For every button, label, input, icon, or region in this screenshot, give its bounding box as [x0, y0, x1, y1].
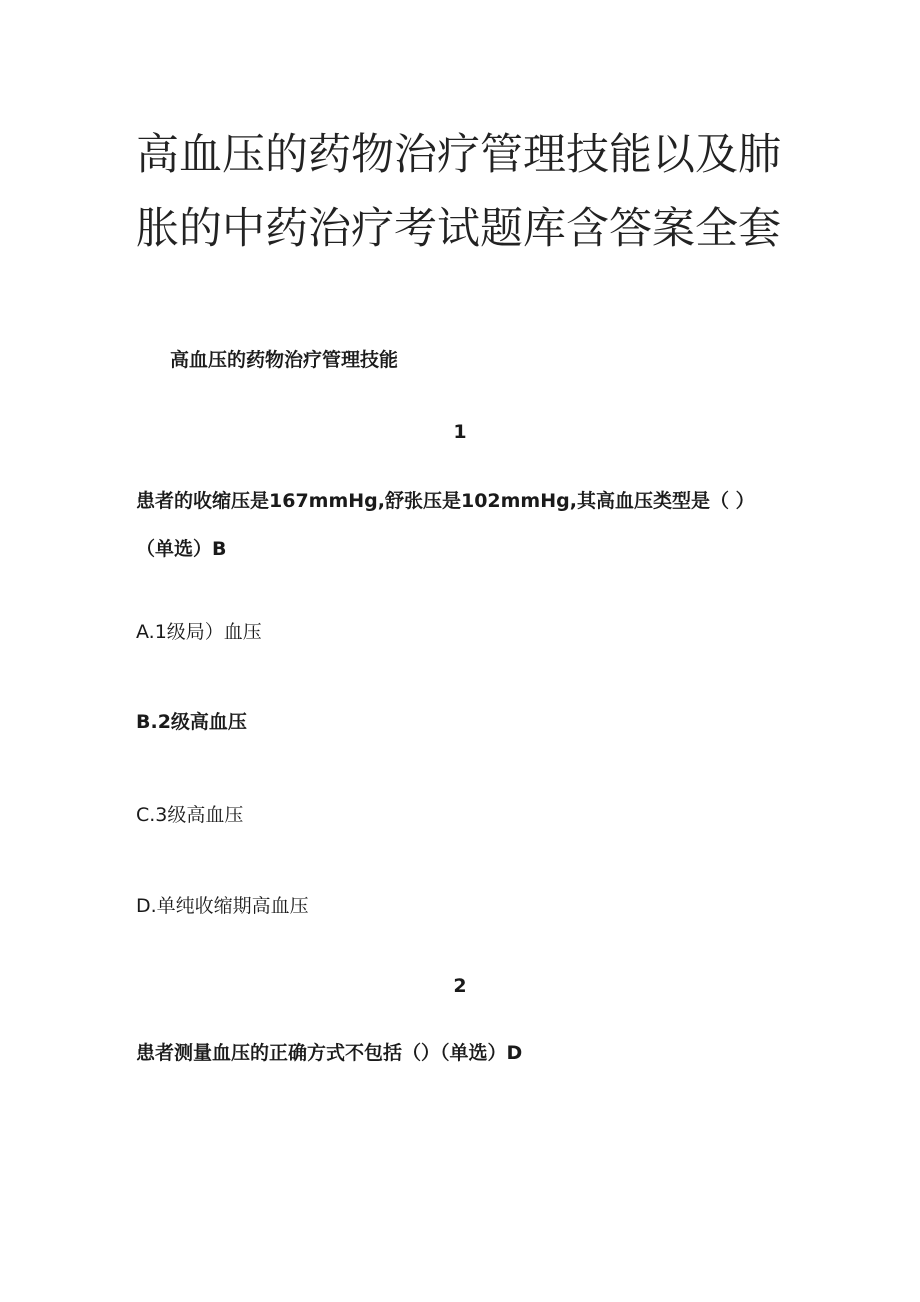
question-1-option-d: D.单纯收缩期高血压: [136, 895, 309, 917]
section-heading: 高血压的药物治疗管理技能: [170, 349, 399, 371]
question-1-option-a: A.1级局）血压: [136, 621, 262, 643]
question-2-number: 2: [453, 975, 467, 997]
document-title: 高血压的药物治疗管理技能以及肺胀的中药治疗考试题库含答案全套: [136, 130, 781, 254]
question-2-text: 患者测量血压的正确方式不包括（）（单选）D: [136, 1042, 523, 1064]
question-1-option-b: B.2级高血压: [136, 711, 247, 733]
question-1-option-c: C.3级高血压: [136, 804, 244, 826]
question-1-number: 1: [453, 421, 467, 443]
question-1-text: 患者的收缩压是167mmHg,舒张压是102mmHg,其高血压类型是（ ）（单选）B: [136, 490, 755, 560]
